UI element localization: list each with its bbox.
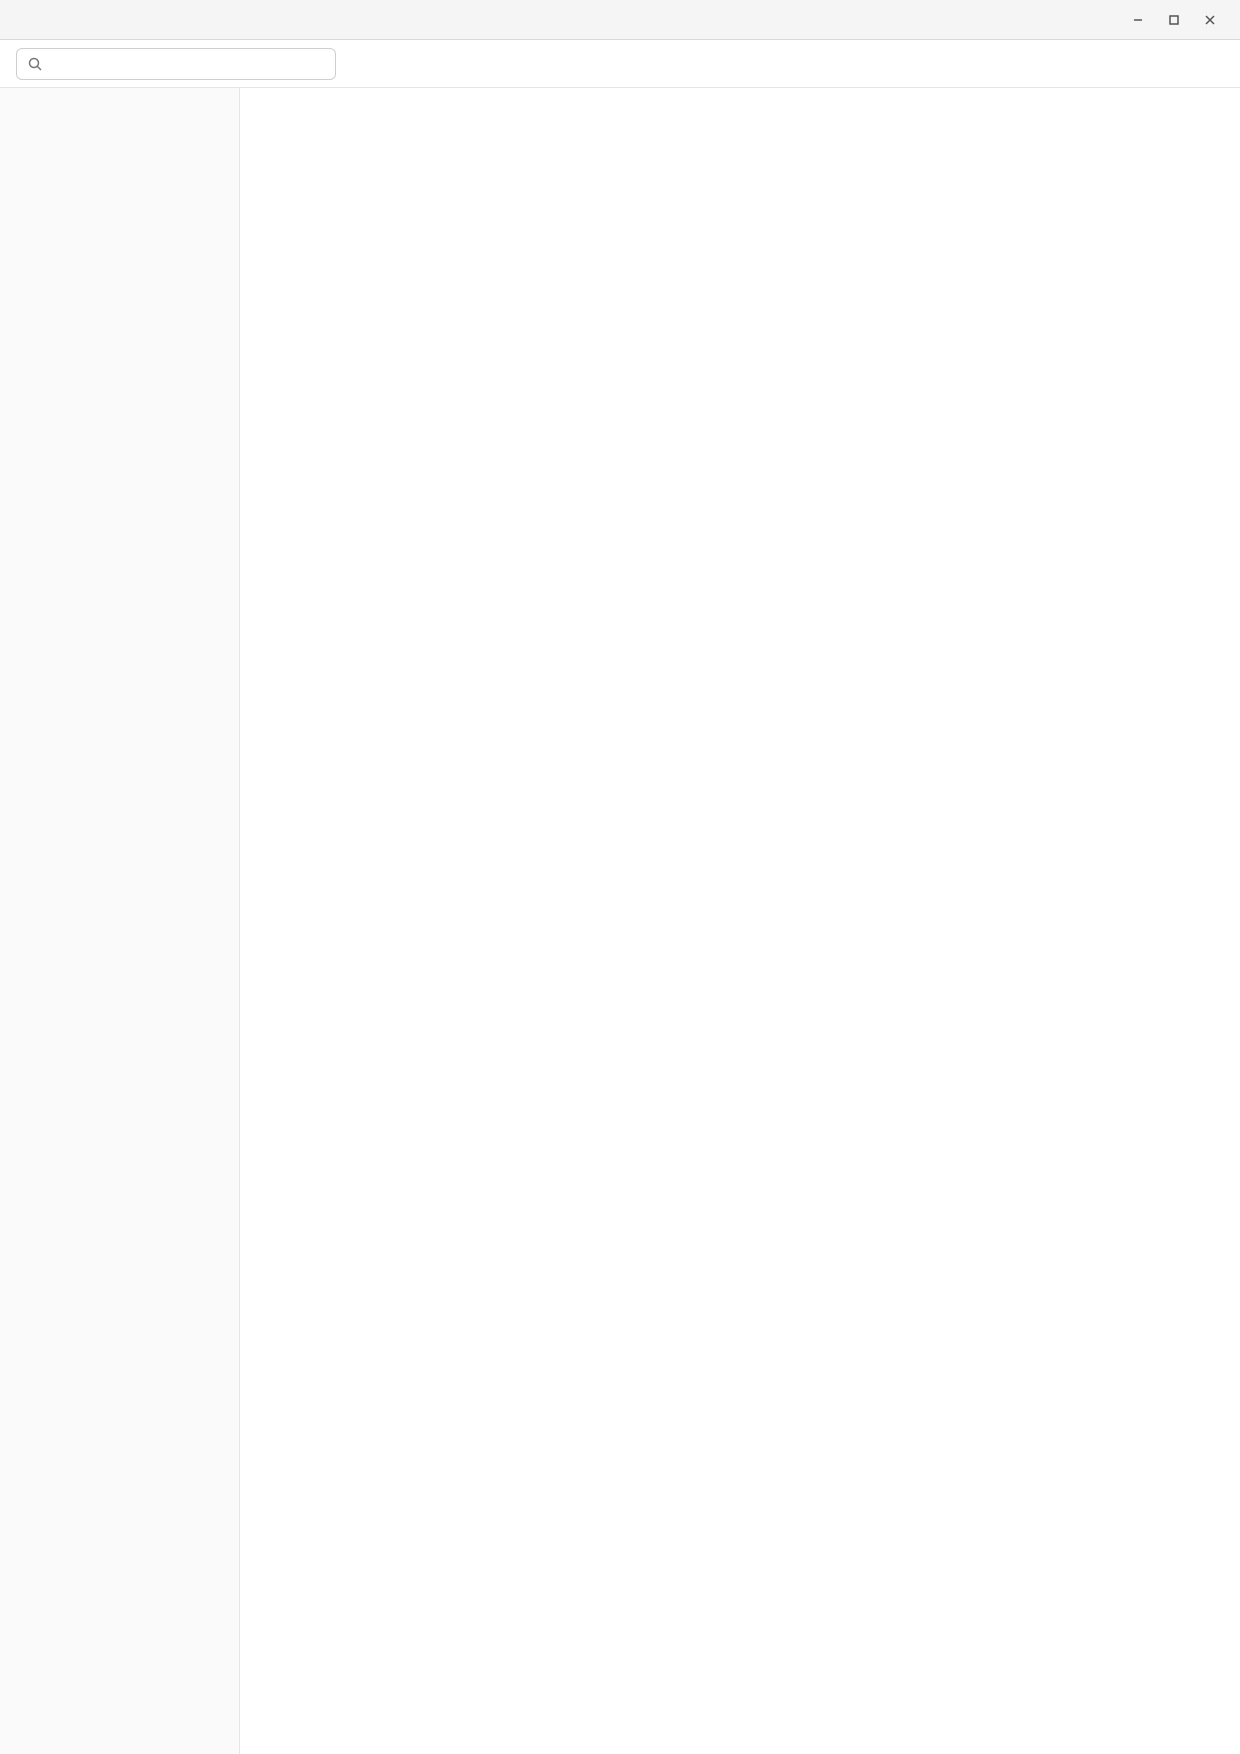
main-content — [240, 88, 1240, 1754]
maximize-icon — [1168, 14, 1180, 26]
maximize-button[interactable] — [1160, 8, 1188, 32]
search-icon — [27, 56, 43, 72]
close-icon — [1204, 14, 1216, 26]
body-area — [0, 88, 1240, 1754]
minimize-button[interactable] — [1124, 8, 1152, 32]
toolbar — [0, 40, 1240, 88]
search-input[interactable] — [49, 56, 325, 71]
page-title — [272, 112, 1208, 140]
window-controls — [1124, 8, 1224, 32]
title-bar — [0, 0, 1240, 40]
search-box[interactable] — [16, 48, 336, 80]
sidebar — [0, 88, 240, 1754]
close-button[interactable] — [1196, 8, 1224, 32]
minimize-icon — [1132, 14, 1144, 26]
